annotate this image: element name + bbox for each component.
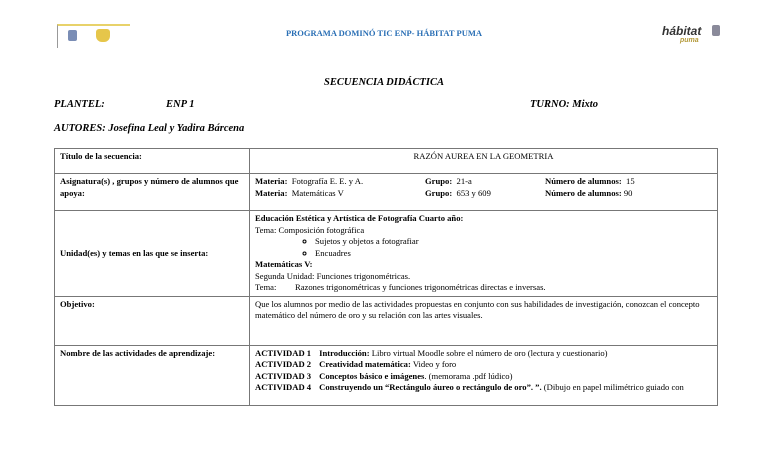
asignatura-label: Asignatura(s) , grupos y número de alumnos que apoya: [55, 174, 250, 211]
materia-value: Matemáticas V [291, 187, 344, 198]
actividad-desc: . (memorama .pdf lúdico) [424, 370, 513, 381]
materia-label: Materia: [255, 187, 288, 198]
autores: AUTORES: Josefina Leal y Yadira Bárcena [54, 123, 245, 134]
turno: TURNO: Mixto [530, 99, 598, 110]
actividad-item [255, 371, 692, 383]
actividad-name: Conceptos básico e imágenes [319, 370, 425, 381]
document-title: SECUENCIA DIDÁCTICA [324, 77, 444, 88]
objetivo-value: Que los alumnos por medio de las actividades propuestas en conjunto con sus habilidades de investigación, conozcan el concepto matemático del número de oro y su relación con las artes visuales. [250, 296, 718, 345]
unidad-label: Unidad(es) y temas en las que se inserta: [55, 211, 250, 297]
actividades-value [250, 345, 718, 405]
actividad-name: Creatividad matemática: [319, 359, 411, 369]
grupo-value: 21-a [456, 176, 472, 186]
objetivo-label: Objetivo: [55, 296, 250, 345]
actividad-id: ACTIVIDAD 3 [255, 370, 312, 381]
logo-text: hábitat [662, 24, 702, 38]
bullet-item: ◦ Encuadres [315, 248, 712, 260]
row-asignatura [55, 174, 718, 211]
grupo-label: Grupo: [425, 176, 453, 186]
actividad-item [255, 359, 692, 371]
segunda-unidad: Segunda Unidad: Funciones trigonométricas. [255, 270, 411, 281]
unam-seal-icon [712, 25, 720, 36]
titulo-value: RAZÓN AUREA EN LA GEOMETRIA [250, 149, 718, 174]
row-unidad [55, 211, 718, 297]
asignatura-line [255, 188, 712, 200]
materia-value: Fotografía E. E. y A. [291, 176, 364, 186]
actividad-desc: (Dibujo en papel milimétrico guiado con [541, 382, 684, 392]
actividad-item [255, 348, 692, 360]
tema-2-label: Tema: [255, 282, 277, 292]
row-objetivo [55, 296, 718, 345]
num-label: Número de alumnos: [545, 176, 622, 186]
program-header: PROGRAMA DOMINÓ TIC ENP- HÁBITAT PUMA [285, 28, 483, 38]
num-label: Número de alumnos: [545, 187, 622, 198]
unidad-heading-2: Matemáticas V: [255, 259, 313, 269]
habitat-puma-logo [662, 24, 702, 44]
actividad-id: ACTIVIDAD 2 [255, 359, 312, 369]
actividad-item [255, 382, 692, 394]
num-value: 15 [626, 176, 635, 186]
unidad-heading-1: Educación Estética y Artística de Fotografía Cuarto año: [255, 213, 464, 223]
unidad-value [250, 211, 718, 297]
sequence-table [54, 148, 718, 406]
row-actividades [55, 345, 718, 405]
plantel-label: PLANTEL: [54, 99, 105, 110]
row-titulo [55, 149, 718, 174]
tema-1: Tema: Composición fotográfica [255, 224, 365, 235]
actividad-desc: Video y foro [410, 359, 457, 369]
actividad-id: ACTIVIDAD 4 [255, 382, 312, 392]
materia-label: Materia: [255, 176, 288, 186]
asignatura-line [255, 176, 712, 188]
actividad-desc: Libro virtual Moodle sobre el número de oro (lectura y cuestionario) [369, 347, 608, 358]
tema-2-value: Razones trigonométricas y funciones trigonométricas directas e inversas. [295, 282, 546, 292]
actividades-label: Nombre de las actividades de aprendizaje: [55, 345, 250, 405]
titulo-label: Título de la secuencia: [55, 149, 250, 174]
bullet-item: ◦ Sujetos y objetos a fotografiar [315, 236, 712, 248]
asignatura-value [250, 174, 718, 211]
num-value: 90 [623, 187, 633, 198]
actividad-name: Construyendo un “Rectángulo áureo o rectángulo de oro”. ”. [319, 382, 542, 392]
grupo-value: 653 y 609 [456, 187, 491, 198]
actividad-id: ACTIVIDAD 1 [255, 347, 312, 358]
plantel-value: ENP 1 [166, 99, 195, 110]
logo-subtext: puma [680, 37, 699, 44]
grupo-label: Grupo: [425, 187, 453, 198]
actividad-name: Introducción: [319, 347, 370, 358]
